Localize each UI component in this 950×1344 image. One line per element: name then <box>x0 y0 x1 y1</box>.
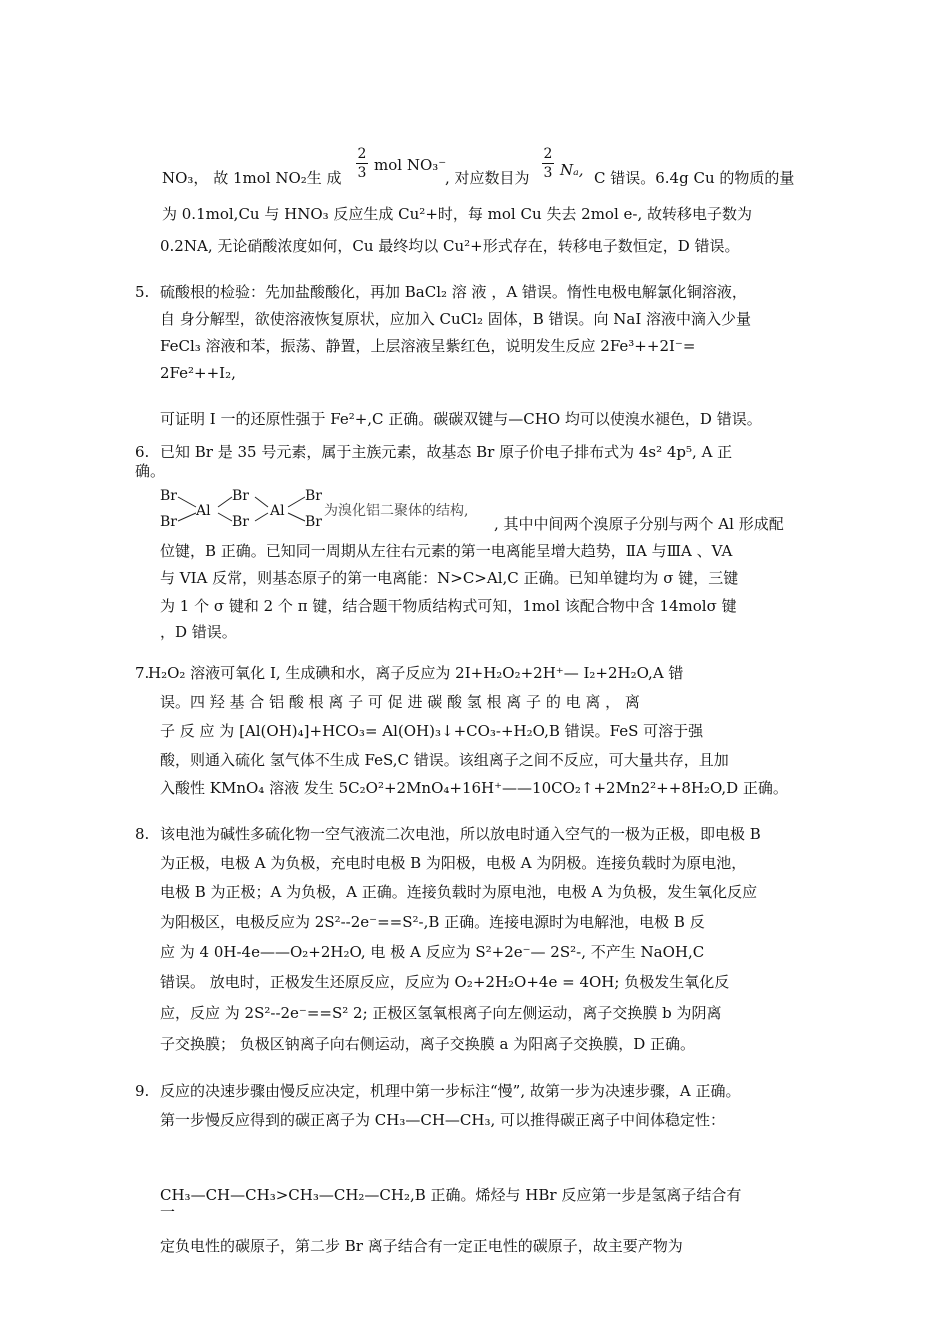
fraction-numerator: 2 <box>543 146 553 162</box>
aluminum-atom: Al <box>196 503 211 519</box>
q6-line-4: 位键，B 正确。已知同一周期从左往右元素的第一电离能呈增大趋势，ⅡA 与ⅢA 、VA <box>160 542 733 560</box>
question-number-7: 7. <box>135 664 150 682</box>
q8-line-3: 电极 B 为正极；A 为负极，A 正确。连接负载时为原电池，电极 A 为负极，发生氧化反应 <box>160 883 758 901</box>
intro-na-symbol: Nₐ, <box>560 161 584 179</box>
q9-line-2: 第一步慢反应得到的碳正离子为 CH₃—CH—CH₃, 可以推得碳正离子中间体稳定性： <box>160 1111 726 1129</box>
intro-pre: NO₃， 故 1mol NO₂生 成 <box>162 169 342 187</box>
intro-post: C 错误。6.4g Cu 的物质的量 <box>594 169 795 187</box>
q9-line-4: 一 <box>160 1203 176 1221</box>
q8-line-5: 应 为 4 0H-4e——O₂+2H₂O, 电 极 A 反应为 S²+2e⁻— 2S²-, 不产生 NaOH,C <box>160 943 705 961</box>
aluminum-atom: Al <box>270 503 285 519</box>
fraction-numerator: 2 <box>357 146 367 162</box>
fraction-two-thirds <box>354 146 370 181</box>
question-number-5: 5. <box>135 283 150 301</box>
q7-line-1: H₂O₂ 溶液可氧化 I, 生成碘和水，离子反应为 2I+H₂O₂+2H⁺— I₂+2H₂O,A 错 <box>148 664 684 682</box>
q8-line-2: 为正极，电极 A 为负极，充电时电极 B 为阳极，电极 A 为阴极。连接负载时为原电池， <box>160 854 747 872</box>
bromine-atom: Br <box>160 488 177 504</box>
q7-line-4: 酸，则通入硫化 氢气体不生成 FeS,C 错误。该组离子之间不反应，可大量共存，且加 <box>160 751 729 769</box>
q8-line-1: 该电池为碱性多硫化物一空气液流二次电池，所以放电时通入空气的一极为正极，即电极 B <box>160 825 761 843</box>
bromine-atom: Br <box>160 514 177 530</box>
q6-line-1: 已知 Br 是 35 号元素，属于主族元素，故基态 Br 原子价电子排布式为 4s² 4p⁵, A 正 <box>160 443 733 461</box>
question-number-8: 8. <box>135 825 150 843</box>
q9-line-1: 反应的决速步骤由慢反应决定，机理中第一步标注“慢”, 故第一步为决速步骤，A 正确。 <box>160 1082 741 1100</box>
q8-line-4: 为阳极区，电极反应为 2S²--2e⁻==S²-,B 正确。连接电源时为电解池，电极 B 反 <box>160 913 705 931</box>
q9-line-5: 定负电性的碳原子，第二步 Br 离子结合有一定正电性的碳原子，故主要产物为 <box>160 1237 683 1255</box>
q5-line-2: 自 身分解型，欲使溶液恢复原状，应加入 CuCl₂ 固体，B 错误。向 NaI 溶液中滴入少量 <box>160 310 752 328</box>
structure-caption: 为溴化铝二聚体的结构, <box>324 503 469 519</box>
bromine-atom: Br <box>232 488 249 504</box>
fraction-denominator: 3 <box>357 165 367 181</box>
q6-line-7: ，D 错误。 <box>160 623 237 641</box>
q5-line-1: 硫酸根的检验：先加盐酸酸化，再加 BaCl₂ 溶 液 ，A 错误。惰性电极电解氯化铜溶液， <box>160 283 747 301</box>
q7-line-2: 误。四 羟 基 合 铝 酸 根 离 子 可 促 进 碳 酸 氢 根 离 子 的 电 离 ， 离 <box>160 693 640 711</box>
q7-line-3: 子 反 应 为 [Al(OH)₄]+HCO₃= Al(OH)₃↓+CO₃-+H₂O,B 错误。FeS 可溶于强 <box>160 722 704 740</box>
intro-line-2: 为 0.1mol,Cu 与 HNO₃ 反应生成 Cu²+时，每 mol Cu 失去 2mol e-, 故转移电子数为 <box>162 205 752 223</box>
q9-line-3: CH₃—CH—CH₃>CH₃—CH₂—CH₂,B 正确。烯烃与 HBr 反应第一步是氢离子结合有 <box>160 1186 742 1204</box>
bromine-atom: Br <box>305 488 322 504</box>
bromine-atom: Br <box>232 514 249 530</box>
intro-mol-no3: mol NO₃⁻ <box>374 156 447 174</box>
question-number-9: 9. <box>135 1082 150 1100</box>
q6-line-6: 为 1 个 σ 键和 2 个 π 键，结合题干物质结构式可知，1mol 该配合物中含 14molσ 键 <box>160 597 737 615</box>
fraction-denominator: 3 <box>543 165 553 181</box>
q6-line-3: , 其中中间两个溴原子分别与两个 Al 形成配 <box>494 515 784 533</box>
fraction-two-thirds-na <box>540 146 556 181</box>
intro-line-3: 0.2NA, 无论硝酸浓度如何，Cu 最终均以 Cu²+形式存在，转移电子数恒定，D 错误。 <box>160 237 740 255</box>
q5-line-3: FeCl₃ 溶液和苯，振荡、静置，上层溶液呈紫红色，说明发生反应 2Fe³++2I⁻= <box>160 337 696 355</box>
q8-line-8: 子交换膜； 负极区钠离子向右侧运动，离子交换膜 a 为阳离子交换膜，D 正确。 <box>160 1035 696 1053</box>
intro-mid: , 对应数目为 <box>445 169 530 187</box>
q5-line-5: 可证明 I 一的还原性强于 Fe²+,C 正确。碳碳双键与—CHO 均可以使溴水褪色，D 错误。 <box>160 410 762 428</box>
bromine-atom: Br <box>305 514 322 530</box>
question-number-6: 6. <box>135 443 150 461</box>
q6-line-2: 确。 <box>135 462 166 480</box>
q8-line-6: 错误。 放电时，正极发生还原反应，反应为 O₂+2H₂O+4e = 4OH; 负极发生氧化反 <box>160 973 730 991</box>
q7-line-5: 入酸性 KMnO₄ 溶液 发生 5C₂O²+2MnO₄+16H⁺——10CO₂↑+2Mn2²++8H₂O,D 正确。 <box>160 779 788 797</box>
q5-line-4: 2Fe²++I₂, <box>160 364 236 382</box>
q6-line-5: 与 VIA 反常，则基态原子的第一电离能：N>C>Al,C 正确。已知单键均为 σ 键，三键 <box>160 569 739 587</box>
q8-line-7: 应，反应 为 2S²--2e⁻==S² 2; 正极区氢氧根离子向左侧运动，离子交换膜 b 为阴离 <box>160 1004 722 1022</box>
